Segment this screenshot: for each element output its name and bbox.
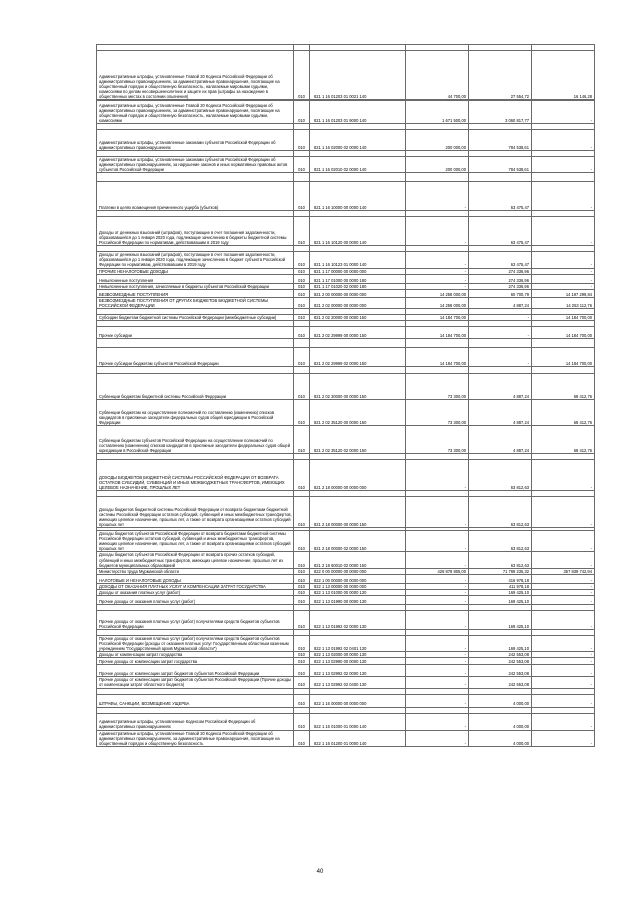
row-name: Субвенции бюджетам на осуществление полномочий по составлению (изменению) списков кандидатов в присяжные заседатели федеральных судов общей юрисдикции в Российской Федерации xyxy=(97,400,294,426)
row-planned: - xyxy=(406,610,469,629)
row-unexecuted: - xyxy=(532,252,595,268)
row-code: 010 xyxy=(294,130,310,151)
row-executed: 60 700,79 xyxy=(469,289,532,297)
row-executed: 242 553,08 xyxy=(469,658,532,665)
spacer-cell xyxy=(97,339,294,348)
row-name: ПРОЧИЕ НЕНАЛОГОВЫЕ ДОХОДЫ xyxy=(97,268,294,274)
row-code: 010 xyxy=(294,274,310,283)
row-unexecuted: 14 184 700,00 xyxy=(532,314,595,320)
row-code: 010 xyxy=(294,283,310,289)
row-executed: 63 812,63 xyxy=(469,497,532,528)
row-code: 010 xyxy=(294,552,310,568)
row-planned: 428 878 805,00 xyxy=(406,568,469,574)
table-row xyxy=(97,130,595,151)
row-executed: - xyxy=(469,327,532,339)
row-kbk: 821 1 17 01020 02 0000 180 xyxy=(310,283,406,289)
row-planned: - xyxy=(406,658,469,665)
row-kbk: 821 2 00 00000 00 0000 000 xyxy=(310,289,406,297)
row-planned: - xyxy=(406,694,469,707)
row-name: Доходы от денежных взысканий (штрафов), поступающие в счет погашения задолженности, образовавшейся до 1 января 2020 года, подлежащие зачислению в бюджет субъекта Российской Федерации по нормативам, действовавшим в 2019 году xyxy=(97,252,294,268)
row-executed: 416 978,18 xyxy=(469,574,532,583)
row-planned: 73 300,00 xyxy=(406,400,469,426)
row-name: Прочие субсидии бюджетам субъектов Российской Федерации xyxy=(97,348,294,367)
row-unexecuted: - xyxy=(532,217,595,246)
row-unexecuted: - xyxy=(532,274,595,283)
row-code: 010 xyxy=(294,635,310,651)
row-code: 010 xyxy=(294,268,310,274)
row-executed: 169 425,10 xyxy=(469,610,532,629)
row-planned: 200 000,00 xyxy=(406,157,469,173)
row-unexecuted: 16 146,28 xyxy=(532,51,595,100)
row-name: Прочие доходы от компенсации затрат государства xyxy=(97,658,294,665)
row-code: 010 xyxy=(294,297,310,308)
row-planned: 73 300,00 xyxy=(406,426,469,454)
row-planned: 14 258 000,00 xyxy=(406,297,469,308)
table-row xyxy=(97,658,595,665)
row-kbk: 821 1 17 00000 00 0000 000 xyxy=(310,268,406,274)
row-unexecuted: - xyxy=(532,589,595,595)
row-executed: 169 425,10 xyxy=(469,635,532,651)
row-name: Административные штрафы, установленные Главой 20 Кодекса Российской Федерации об административных правонарушениях, за административные правонарушения, посягающие на общественный порядок и общественную безопасность xyxy=(97,730,294,746)
spacer-cell xyxy=(532,339,595,348)
row-kbk: 821 2 18 00000 02 0000 150 xyxy=(310,531,406,552)
table-row xyxy=(97,574,595,583)
spacer-cell xyxy=(406,367,469,374)
table-row xyxy=(97,665,595,677)
row-planned: 200 000,00 xyxy=(406,130,469,151)
row-unexecuted: 357 839 742,94 xyxy=(532,568,595,574)
row-name: Административные штрафы, установленные Главой 20 Кодекса Российской Федерации об административных правонарушениях, за административные правонарушения, посягающие на общественный порядок и общественную безопасность, налагаемые мировыми судьями, комиссиями по делам несовершеннолетних и защите их прав (штрафы за нахождение в общественных местах в состоянии опьянения) xyxy=(97,51,294,100)
row-unexecuted: 68 412,76 xyxy=(532,400,595,426)
row-unexecuted: 14 197 299,84 xyxy=(532,289,595,297)
row-executed: 169 425,10 xyxy=(469,589,532,595)
row-code: 010 xyxy=(294,51,310,100)
row-kbk: 822 1 13 01000 00 0000 130 xyxy=(310,589,406,595)
row-code: 010 xyxy=(294,426,310,454)
row-kbk: 822 1 13 02992 02 0400 130 xyxy=(310,677,406,688)
row-unexecuted: - xyxy=(532,157,595,173)
row-executed: 63 475,47 xyxy=(469,217,532,246)
row-kbk: 821 1 16 02010 02 0000 140 xyxy=(310,157,406,173)
row-kbk: 821 1 16 10123 01 0000 140 xyxy=(310,252,406,268)
row-unexecuted: - xyxy=(532,101,595,124)
row-executed: 63 812,63 xyxy=(469,552,532,568)
row-executed: 242 553,08 xyxy=(469,652,532,658)
row-unexecuted: - xyxy=(532,610,595,629)
spacer-cell xyxy=(97,173,294,182)
table-row xyxy=(97,635,595,651)
row-executed: 784 538,61 xyxy=(469,130,532,151)
row-unexecuted: - xyxy=(532,658,595,665)
row-planned: - xyxy=(406,182,469,211)
row-unexecuted: - xyxy=(532,182,595,211)
spacer-cell xyxy=(294,339,310,348)
row-name: Доходы от оказания платных услуг (работ) xyxy=(97,589,294,595)
row-planned: - xyxy=(406,583,469,589)
row-unexecuted: 14 253 112,76 xyxy=(532,297,595,308)
row-unexecuted: - xyxy=(532,130,595,151)
row-kbk: 821 2 18 00000 00 0000 150 xyxy=(310,497,406,528)
row-code: 010 xyxy=(294,348,310,367)
row-planned: - xyxy=(406,274,469,283)
row-kbk: 821 2 02 20000 00 0000 150 xyxy=(310,314,406,320)
row-planned: - xyxy=(406,283,469,289)
row-kbk: 822 1 00 00000 00 0000 000 xyxy=(310,574,406,583)
row-code: 010 xyxy=(294,182,310,211)
row-name: Платежи в целях возмещения причиненного ущерба (убытков) xyxy=(97,182,294,211)
row-unexecuted: - xyxy=(532,460,595,491)
row-executed: 4 887,24 xyxy=(469,297,532,308)
spacer-cell xyxy=(294,367,310,374)
table-body xyxy=(97,45,595,747)
spacer-cell xyxy=(310,339,406,348)
table-row xyxy=(97,460,595,491)
row-unexecuted: - xyxy=(532,635,595,651)
row-code: 010 xyxy=(294,568,310,574)
table-row xyxy=(97,730,595,746)
row-planned: - xyxy=(406,665,469,677)
table-row xyxy=(97,677,595,688)
spacer-cell xyxy=(310,173,406,182)
row-executed: 784 538,61 xyxy=(469,157,532,173)
row-planned: 14 184 700,00 xyxy=(406,327,469,339)
row-planned: - xyxy=(406,677,469,688)
row-executed: - xyxy=(469,314,532,320)
row-name: Административные штрафы, установленные законами субъектов Российской Федерации об административных правонарушениях xyxy=(97,130,294,151)
table-row xyxy=(97,426,595,454)
row-unexecuted: - xyxy=(532,730,595,746)
row-planned: 44 700,00 xyxy=(406,51,469,100)
row-name: Субсидии бюджетам бюджетной системы Российской Федерации (межбюджетные субсидии) xyxy=(97,314,294,320)
row-executed: 63 475,47 xyxy=(469,182,532,211)
row-name: Невыясненные поступления xyxy=(97,274,294,283)
revenue-table-sheet xyxy=(96,44,594,747)
row-planned: - xyxy=(406,460,469,491)
row-kbk: 822 1 13 02990 00 0000 130 xyxy=(310,658,406,665)
table-row xyxy=(97,374,595,400)
spacer-cell xyxy=(310,367,406,374)
table-row xyxy=(97,583,595,589)
row-executed: 4 000,00 xyxy=(469,694,532,707)
table-row xyxy=(97,694,595,707)
table-row xyxy=(97,182,595,211)
table-row xyxy=(97,400,595,426)
row-planned: 73 300,00 xyxy=(406,374,469,400)
table-row xyxy=(97,252,595,268)
table-row xyxy=(97,348,595,367)
row-code: 010 xyxy=(294,730,310,746)
row-executed: 411 978,18 xyxy=(469,583,532,589)
row-kbk: 822 1 13 02000 00 0000 130 xyxy=(310,652,406,658)
row-kbk: 821 1 16 02000 02 0000 140 xyxy=(310,130,406,151)
row-unexecuted: - xyxy=(532,595,595,604)
row-executed: 274 336,96 xyxy=(469,283,532,289)
row-kbk: 821 2 18 00000 00 0000 000 xyxy=(310,460,406,491)
row-name: НАЛОГОВЫЕ И НЕНАЛОГОВЫЕ ДОХОДЫ xyxy=(97,574,294,583)
spacer-cell xyxy=(532,173,595,182)
row-planned: - xyxy=(406,531,469,552)
row-code: 010 xyxy=(294,595,310,604)
table-row xyxy=(97,217,595,246)
spacer-cell xyxy=(469,339,532,348)
row-kbk: 821 1 16 10120 00 0000 140 xyxy=(310,217,406,246)
row-executed: 242 553,08 xyxy=(469,665,532,677)
row-code: 010 xyxy=(294,665,310,677)
row-code: 010 xyxy=(294,583,310,589)
spacer-cell xyxy=(406,339,469,348)
row-unexecuted: - xyxy=(532,552,595,568)
row-executed: 169 425,10 xyxy=(469,595,532,604)
row-code: 010 xyxy=(294,101,310,124)
row-executed: 242 553,08 xyxy=(469,677,532,688)
row-code: 010 xyxy=(294,327,310,339)
row-name: ДОХОДЫ БЮДЖЕТОВ БЮДЖЕТНОЙ СИСТЕМЫ РОССИЙСКОЙ ФЕДЕРАЦИИ ОТ ВОЗВРАТА ОСТАТКОВ СУБСИДИЙ, СУБВЕНЦИЙ И ИНЫХ МЕЖБЮДЖЕТНЫХ ТРАНСФЕРТОВ, ИМЕЮЩИХ ЦЕЛЕВОЕ НАЗНАЧЕНИЕ, ПРОШЛЫХ ЛЕТ xyxy=(97,460,294,491)
row-code: 010 xyxy=(294,610,310,629)
row-code: 010 xyxy=(294,589,310,595)
row-executed: 63 812,63 xyxy=(469,460,532,491)
row-executed: 3 060 817,77 xyxy=(469,101,532,124)
row-planned: - xyxy=(406,552,469,568)
row-planned: - xyxy=(406,730,469,746)
row-kbk: 822 1 13 00000 00 0000 000 xyxy=(310,583,406,589)
row-executed: 27 554,72 xyxy=(469,51,532,100)
row-executed: 4 000,00 xyxy=(469,730,532,746)
row-kbk: 821 2 02 29999 00 0000 150 xyxy=(310,327,406,339)
row-planned: - xyxy=(406,713,469,730)
row-kbk: 822 1 16 01000 01 0000 140 xyxy=(310,713,406,730)
table-row xyxy=(97,497,595,528)
spacer-cell xyxy=(532,367,595,374)
row-planned: - xyxy=(406,252,469,268)
row-kbk: 821 2 02 35120 02 0000 150 xyxy=(310,426,406,454)
row-executed: 4 887,24 xyxy=(469,400,532,426)
row-executed: 274 336,96 xyxy=(469,268,532,274)
row-name: Административные штрафы, установленные законами субъектов Российской Федерации об административных правонарушениях, за нарушение законов и иных нормативных правовых актов субъектов Российской Федерации xyxy=(97,157,294,173)
page-number: 40 xyxy=(316,869,324,875)
spacer-cell xyxy=(97,367,294,374)
row-code: 010 xyxy=(294,157,310,173)
table-row xyxy=(97,610,595,629)
table-row xyxy=(97,101,595,124)
row-executed: 4 887,24 xyxy=(469,426,532,454)
row-unexecuted: - xyxy=(532,268,595,274)
row-name: БЕЗВОЗМЕЗДНЫЕ ПОСТУПЛЕНИЯ xyxy=(97,289,294,297)
row-name: Прочие доходы от оказания платных услуг (работ) получателями средств бюджетов субъектов Российской Федерации (доходы от оказания платных услуг Государственным областным казенным учреждением "Государственный архив Мурманской области") xyxy=(97,635,294,651)
row-name: Доходы бюджетов бюджетной системы Российской Федерации от возврата бюджетами бюджетной системы Российской Федерации остатков субсидий, субвенций и иных межбюджетных трансфертов, имеющих целевое назначение, прошлых лет, а также от возврата организациями остатков субсидий прошлых лет xyxy=(97,497,294,528)
row-executed: 4 887,24 xyxy=(469,374,532,400)
row-executed: 71 789 235,32 xyxy=(469,568,532,574)
row-unexecuted: - xyxy=(532,583,595,589)
table-row xyxy=(97,589,595,595)
row-kbk: 822 1 16 00000 00 0000 000 xyxy=(310,694,406,707)
row-kbk: 821 2 18 60010 02 0000 150 xyxy=(310,552,406,568)
row-kbk: 821 1 17 01000 00 0000 180 xyxy=(310,274,406,283)
row-unexecuted: 68 412,76 xyxy=(532,426,595,454)
row-name: ДОХОДЫ ОТ ОКАЗАНИЯ ПЛАТНЫХ УСЛУГ И КОМПЕНСАЦИИ ЗАТРАТ ГОСУДАРСТВА xyxy=(97,583,294,589)
table-row xyxy=(97,531,595,552)
row-planned: - xyxy=(406,635,469,651)
row-unexecuted: - xyxy=(532,283,595,289)
spacer-cell xyxy=(469,367,532,374)
row-kbk: 821 1 16 01203 01 0021 140 xyxy=(310,51,406,100)
row-code: 010 xyxy=(294,658,310,665)
row-name: Доходы бюджетов субъектов Российской Федерации от возврата прочих остатков субсидий, субвенций и иных межбюджетных трансфертов, имеющих целевое назначение, прошлых лет из бюджетов муниципальных образований xyxy=(97,552,294,568)
row-name: Субвенции бюджетам субъектов Российской Федерации на осуществление полномочий по составлению (изменению) списков кандидатов в присяжные заседатели федеральных судов общей юрисдикции в Российской Федерации xyxy=(97,426,294,454)
row-name: Прочие субсидии xyxy=(97,327,294,339)
row-code: 010 xyxy=(294,217,310,246)
row-kbk: 822 1 13 01992 02 0401 130 xyxy=(310,635,406,651)
spacer-row xyxy=(97,367,595,374)
row-name: Невыясненные поступления, зачисляемые в бюджеты субъектов Российской Федерации xyxy=(97,283,294,289)
row-planned: - xyxy=(406,652,469,658)
row-planned: - xyxy=(406,589,469,595)
row-kbk: 822 1 13 01990 00 0000 130 xyxy=(310,595,406,604)
row-name: ШТРАФЫ, САНКЦИИ, ВОЗМЕЩЕНИЕ УЩЕРБА xyxy=(97,694,294,707)
row-kbk: 822 1 13 01992 02 0000 130 xyxy=(310,610,406,629)
row-code: 010 xyxy=(294,374,310,400)
row-planned: - xyxy=(406,268,469,274)
row-unexecuted: - xyxy=(532,665,595,677)
row-code: 010 xyxy=(294,677,310,688)
row-unexecuted: - xyxy=(532,574,595,583)
table-row xyxy=(97,713,595,730)
row-planned: - xyxy=(406,217,469,246)
spacer-row xyxy=(97,173,595,182)
row-name: Доходы от денежных взысканий (штрафов), поступающие в счет погашения задолженности, образовавшейся до 1 января 2020 года, подлежащие зачислению в бюджеты бюджетной системы Российской Федерации по нормативам, действовавшим в 2019 году xyxy=(97,217,294,246)
row-name: Прочие доходы от компенсации затрат бюджетов субъектов Российской Федерации (Прочие доходы от компенсации затрат областного бюджета) xyxy=(97,677,294,688)
row-code: 010 xyxy=(294,400,310,426)
row-kbk: 821 2 02 30000 00 0000 150 xyxy=(310,374,406,400)
row-name: Прочие доходы от оказания платных услуг (работ) получателями средств бюджетов субъектов Российской Федерации xyxy=(97,610,294,629)
row-planned: - xyxy=(406,595,469,604)
row-code: 010 xyxy=(294,694,310,707)
row-planned: 1 671 500,00 xyxy=(406,101,469,124)
row-planned: 14 184 700,00 xyxy=(406,348,469,367)
row-unexecuted: - xyxy=(532,694,595,707)
table-row xyxy=(97,297,595,308)
row-unexecuted: - xyxy=(532,677,595,688)
row-planned: - xyxy=(406,497,469,528)
row-kbk: 822 1 16 01200 01 0000 140 xyxy=(310,730,406,746)
row-code: 010 xyxy=(294,252,310,268)
row-executed: 63 475,47 xyxy=(469,252,532,268)
row-name: Доходы бюджетов субъектов Российской Федерации от возврата бюджетами бюджетной системы Российской Федерации остатков субсидий, субвенций и иных межбюджетных трансфертов, имеющих целевое назначение, прошлых лет, а также от возврата организациями остатков субсидий прошлых лет xyxy=(97,531,294,552)
row-executed: - xyxy=(469,348,532,367)
revenue-execution-table xyxy=(96,44,595,747)
row-name: Доходы от компенсации затрат государства xyxy=(97,652,294,658)
row-code: 010 xyxy=(294,574,310,583)
table-row xyxy=(97,274,595,283)
table-row xyxy=(97,327,595,339)
row-kbk: 821 1 16 01203 01 9000 140 xyxy=(310,101,406,124)
row-unexecuted: 68 412,76 xyxy=(532,374,595,400)
spacer-cell xyxy=(406,173,469,182)
row-code: 010 xyxy=(294,314,310,320)
row-name: Прочие доходы от оказания платных услуг (работ) xyxy=(97,595,294,604)
row-code: 010 xyxy=(294,289,310,297)
row-name: БЕЗВОЗМЕЗДНЫЕ ПОСТУПЛЕНИЯ ОТ ДРУГИХ БЮДЖЕТОВ БЮДЖЕТНОЙ СИСТЕМЫ РОССИЙСКОЙ ФЕДЕРАЦИИ xyxy=(97,297,294,308)
row-unexecuted: - xyxy=(532,713,595,730)
table-row xyxy=(97,157,595,173)
row-kbk: 821 2 02 35120 00 0000 150 xyxy=(310,400,406,426)
row-kbk: 822 1 13 02992 02 0000 130 xyxy=(310,665,406,677)
table-row xyxy=(97,552,595,568)
row-name: Административные штрафы, установленные Кодексом Российской Федерации об административных правонарушениях xyxy=(97,713,294,730)
table-row xyxy=(97,652,595,658)
table-row xyxy=(97,595,595,604)
row-code: 010 xyxy=(294,652,310,658)
row-planned: 14 258 000,00 xyxy=(406,289,469,297)
row-planned: - xyxy=(406,574,469,583)
row-code: 010 xyxy=(294,531,310,552)
spacer-cell xyxy=(469,173,532,182)
row-kbk: 821 1 16 10000 00 0000 140 xyxy=(310,182,406,211)
row-kbk: 821 2 02 29999 02 0000 150 xyxy=(310,348,406,367)
row-name: Министерство труда Мурманской области xyxy=(97,568,294,574)
row-executed: 274 336,96 xyxy=(469,274,532,283)
spacer-row xyxy=(97,339,595,348)
row-code: 010 xyxy=(294,497,310,528)
row-code: 010 xyxy=(294,460,310,491)
row-code: 010 xyxy=(294,713,310,730)
row-executed: 4 000,00 xyxy=(469,713,532,730)
table-row xyxy=(97,289,595,297)
table-row xyxy=(97,568,595,574)
spacer-cell xyxy=(294,173,310,182)
row-name: Административные штрафы, установленные Главой 20 Кодекса Российской Федерации об административных правонарушениях, за административные правонарушения, посягающие на общественный порядок и общественную безопасность, налагаемые мировыми судьями, комиссиями xyxy=(97,101,294,124)
table-row xyxy=(97,51,595,100)
row-executed: 63 812,63 xyxy=(469,531,532,552)
row-name: Прочие доходы от компенсации затрат бюджетов субъектов Российской Федерации xyxy=(97,665,294,677)
row-unexecuted: 14 184 700,00 xyxy=(532,327,595,339)
table-row xyxy=(97,283,595,289)
row-planned: 14 184 700,00 xyxy=(406,314,469,320)
row-unexecuted: - xyxy=(532,497,595,528)
row-unexecuted: 14 184 700,00 xyxy=(532,348,595,367)
row-unexecuted: - xyxy=(532,531,595,552)
row-kbk: 822 0 00 00000 00 0000 000 xyxy=(310,568,406,574)
row-kbk: 821 2 02 00000 00 0000 000 xyxy=(310,297,406,308)
row-name: Субвенции бюджетам бюджетной системы Российской Федерации xyxy=(97,374,294,400)
row-unexecuted: - xyxy=(532,652,595,658)
